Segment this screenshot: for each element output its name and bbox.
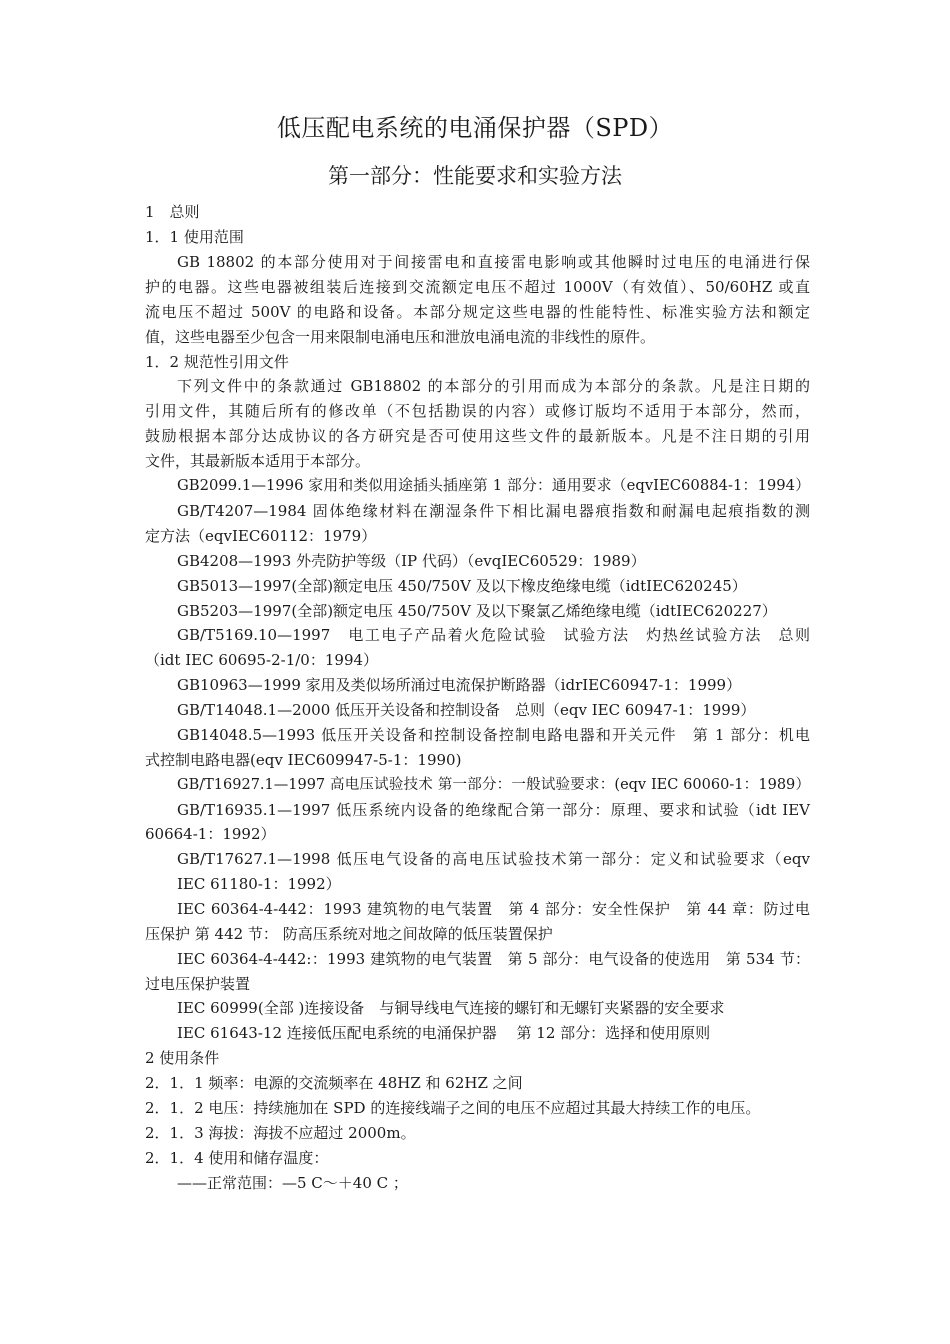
condition-item: 2．1．4 使用和储存温度： xyxy=(145,1149,329,1167)
reference-entry: GB/T17627.1—1998 低压电气设备的高电压试验技术第一部分：定义和试验要求（eqv xyxy=(177,850,810,868)
reference-entry: GB4208—1993 外壳防护等级（IP 代码）（evqIEC60529：1989） xyxy=(177,552,646,570)
paragraph-line: 护的电器。这些电器被组装后连接到交流额定电压不超过 1000V（有效值）、50/60HZ 或直 xyxy=(145,278,810,296)
document-title: 低压配电系统的电涌保护器（SPD） xyxy=(276,114,674,142)
reference-entry: 60664-1：1992） xyxy=(145,825,276,843)
subsection-heading: 1．1 使用范围 xyxy=(145,228,244,246)
paragraph-line: GB 18802 的本部分使用对于间接雷电和直接雷电影响或其他瞬时过电压的电涌进行保 xyxy=(177,253,810,271)
reference-entry: GB14048.5—1993 低压开关设备和控制设备控制电路电器和开关元件 第 1 部分：机电 xyxy=(177,726,810,744)
reference-entry: IEC 61180-1：1992） xyxy=(177,875,341,893)
paragraph-line: 值，这些电器至少包含一用来限制电涌电压和泄放电涌电流的非线性的原件。 xyxy=(145,328,656,346)
reference-entry: IEC 60364-4-442：1993 建筑物的电气装置 第 4 部分：安全性保护 第 44 章：防过电 xyxy=(177,900,810,918)
section-heading: 1 总则 xyxy=(145,203,200,221)
reference-entry: GB10963—1999 家用及类似场所涌过电流保护断路器（idrIEC60947-1：1999） xyxy=(177,676,742,694)
reference-entry: GB/T14048.1—2000 低压开关设备和控制设备 总则（eqv IEC 60947-1：1999） xyxy=(177,701,756,719)
paragraph-line: 引用文件，其随后所有的修改单（不包括勘误的内容）或修订版均不适用于本部分，然而， xyxy=(145,402,810,420)
reference-entry: GB5203—1997(全部)额定电压 450/750V 及以下聚氯乙烯绝缘电缆（idtIEC620227） xyxy=(177,602,777,620)
condition-item: ——正常范围：—5 C～＋40 C ； xyxy=(177,1174,408,1192)
reference-entry: 定方法（eqvIEC60112：1979） xyxy=(145,527,377,545)
paragraph-line: 文件，其最新版本适用于本部分。 xyxy=(145,452,371,470)
paragraph-line: 鼓励根据本部分达成协议的各方研究是否可使用这些文件的最新版本。凡是不注日期的引用 xyxy=(145,427,810,445)
paragraph-line: 下列文件中的条款通过 GB18802 的本部分的引用而成为本部分的条款。凡是注日期的 xyxy=(177,377,810,395)
paragraph-line: 流电压不超过 500V 的电路和设备。本部分规定这些电器的性能特性、标准实验方法和额定 xyxy=(145,303,810,321)
reference-entry: 过电压保护装置 xyxy=(145,975,251,993)
reference-entry: 式控制电路电器(eqv IEC609947-5-1：1990) xyxy=(145,751,462,769)
reference-entry: GB/T5169.10—1997 电工电子产品着火危险试验 试验方法 灼热丝试验方法 总则 xyxy=(177,626,810,644)
reference-entry: GB/T4207—1984 固体绝缘材料在潮湿条件下相比漏电器痕指数和耐漏电起痕指数的测 xyxy=(177,502,810,520)
document-subtitle: 第一部分：性能要求和实验方法 xyxy=(328,164,622,188)
subsection-heading: 1．2 规范性引用文件 xyxy=(145,353,289,371)
reference-entry: 压保护 第 442 节： 防高压系统对地之间故障的低压装置保护 xyxy=(145,925,553,943)
condition-item: 2．1．1 频率：电源的交流频率在 48HZ 和 62HZ 之间 xyxy=(145,1074,523,1092)
reference-entry: IEC 60364-4-442:：1993 建筑物的电气装置 第 5 部分：电气设备的使选用 第 534 节： xyxy=(177,950,810,968)
reference-entry: （idt IEC 60695-2-1/0：1994） xyxy=(145,651,379,669)
reference-entry: IEC 61643-12 连接低压配电系统的电涌保护器 第 12 部分：选择和使用原则 xyxy=(177,1024,711,1042)
condition-item: 2．1．3 海拔：海拔不应超过 2000m。 xyxy=(145,1124,416,1142)
reference-entry: GB5013—1997(全部)额定电压 450/750V 及以下橡皮绝缘电缆（idtIEC620245） xyxy=(177,577,747,595)
reference-entry: IEC 60999(全部 )连接设备 与铜导线电气连接的螺钉和无螺钉夹紧器的安全要求 xyxy=(177,999,725,1017)
reference-entry: GB/T16927.1—1997 高电压试验技术 第一部分：一般试验要求：(eqv IEC 60060-1：1989） xyxy=(177,777,810,793)
section-heading: 2 使用条件 xyxy=(145,1049,220,1067)
reference-entry: GB2099.1—1996 家用和类似用途插头插座第 1 部分：通用要求（eqvIEC60884-1：1994） xyxy=(177,477,810,494)
condition-item: 2．1．2 电压：持续施加在 SPD 的连接线端子之间的电压不应超过其最大持续工作的电压。 xyxy=(145,1099,761,1117)
reference-entry: GB/T16935.1—1997 低压系统内设备的绝缘配合第一部分：原理、要求和试验（idt IEV xyxy=(177,801,810,819)
